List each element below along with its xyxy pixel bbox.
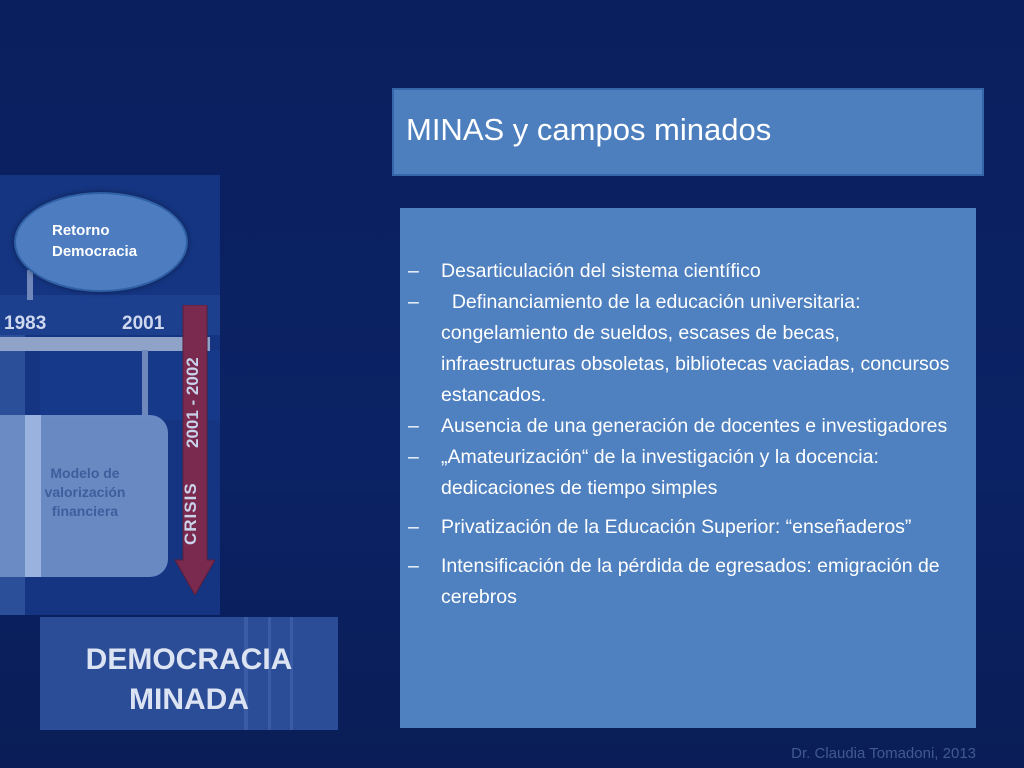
slide-title: MINAS y campos minados xyxy=(406,112,772,147)
list-item xyxy=(408,551,968,613)
dash-bullet: – xyxy=(408,415,419,437)
content-box xyxy=(400,208,976,728)
bullet-text: Privatización de la Educación Superior: “enseñaderos” xyxy=(441,516,912,538)
list-item xyxy=(408,287,968,411)
democracia-minada-label: DEMOCRACIA MINADA xyxy=(85,643,293,716)
bullet-text: Definanciamiento de la educación universitaria: congelamiento de sueldos, escases de becas, infraestructuras obsoletas, bibliotecas vaciadas, concursos estancados. xyxy=(441,291,955,406)
year-start-label: 1983 xyxy=(4,313,47,334)
bullet-text: „Amateurización“ de la investigación y la docencia: dedicaciones de tiempo simples xyxy=(441,446,879,499)
dash-bullet: – xyxy=(408,555,419,577)
list-item xyxy=(408,512,968,543)
bullet-text: Desarticulación del sistema científico xyxy=(441,260,761,282)
dash-bullet: – xyxy=(408,446,419,468)
dash-bullet: – xyxy=(408,516,419,538)
list-item xyxy=(408,256,968,287)
crisis-label: CRISIS xyxy=(181,482,200,545)
bullet-list xyxy=(408,256,968,613)
connector-line xyxy=(27,270,33,300)
list-item xyxy=(408,411,968,442)
year-end-label: 2001 xyxy=(122,313,165,334)
crisis-arrow-icon xyxy=(173,305,215,595)
model-label: Modelo de valorización financiera xyxy=(44,465,126,519)
bullet-text: Intensificación de la pérdida de egresados: emigración de cerebros xyxy=(441,555,940,608)
crisis-years-label: 2001 - 2002 xyxy=(183,357,202,448)
oval-label: Retorno Democracia xyxy=(52,222,138,260)
title-box xyxy=(392,88,984,176)
bullet-text: Ausencia de una generación de docentes e investigadores xyxy=(441,415,948,437)
dash-bullet: – xyxy=(408,291,419,313)
list-item xyxy=(408,442,968,504)
connector-line xyxy=(142,350,148,415)
dash-bullet: – xyxy=(408,260,419,282)
footer-credit: Dr. Claudia Tomadoni, 2013 xyxy=(791,745,976,762)
